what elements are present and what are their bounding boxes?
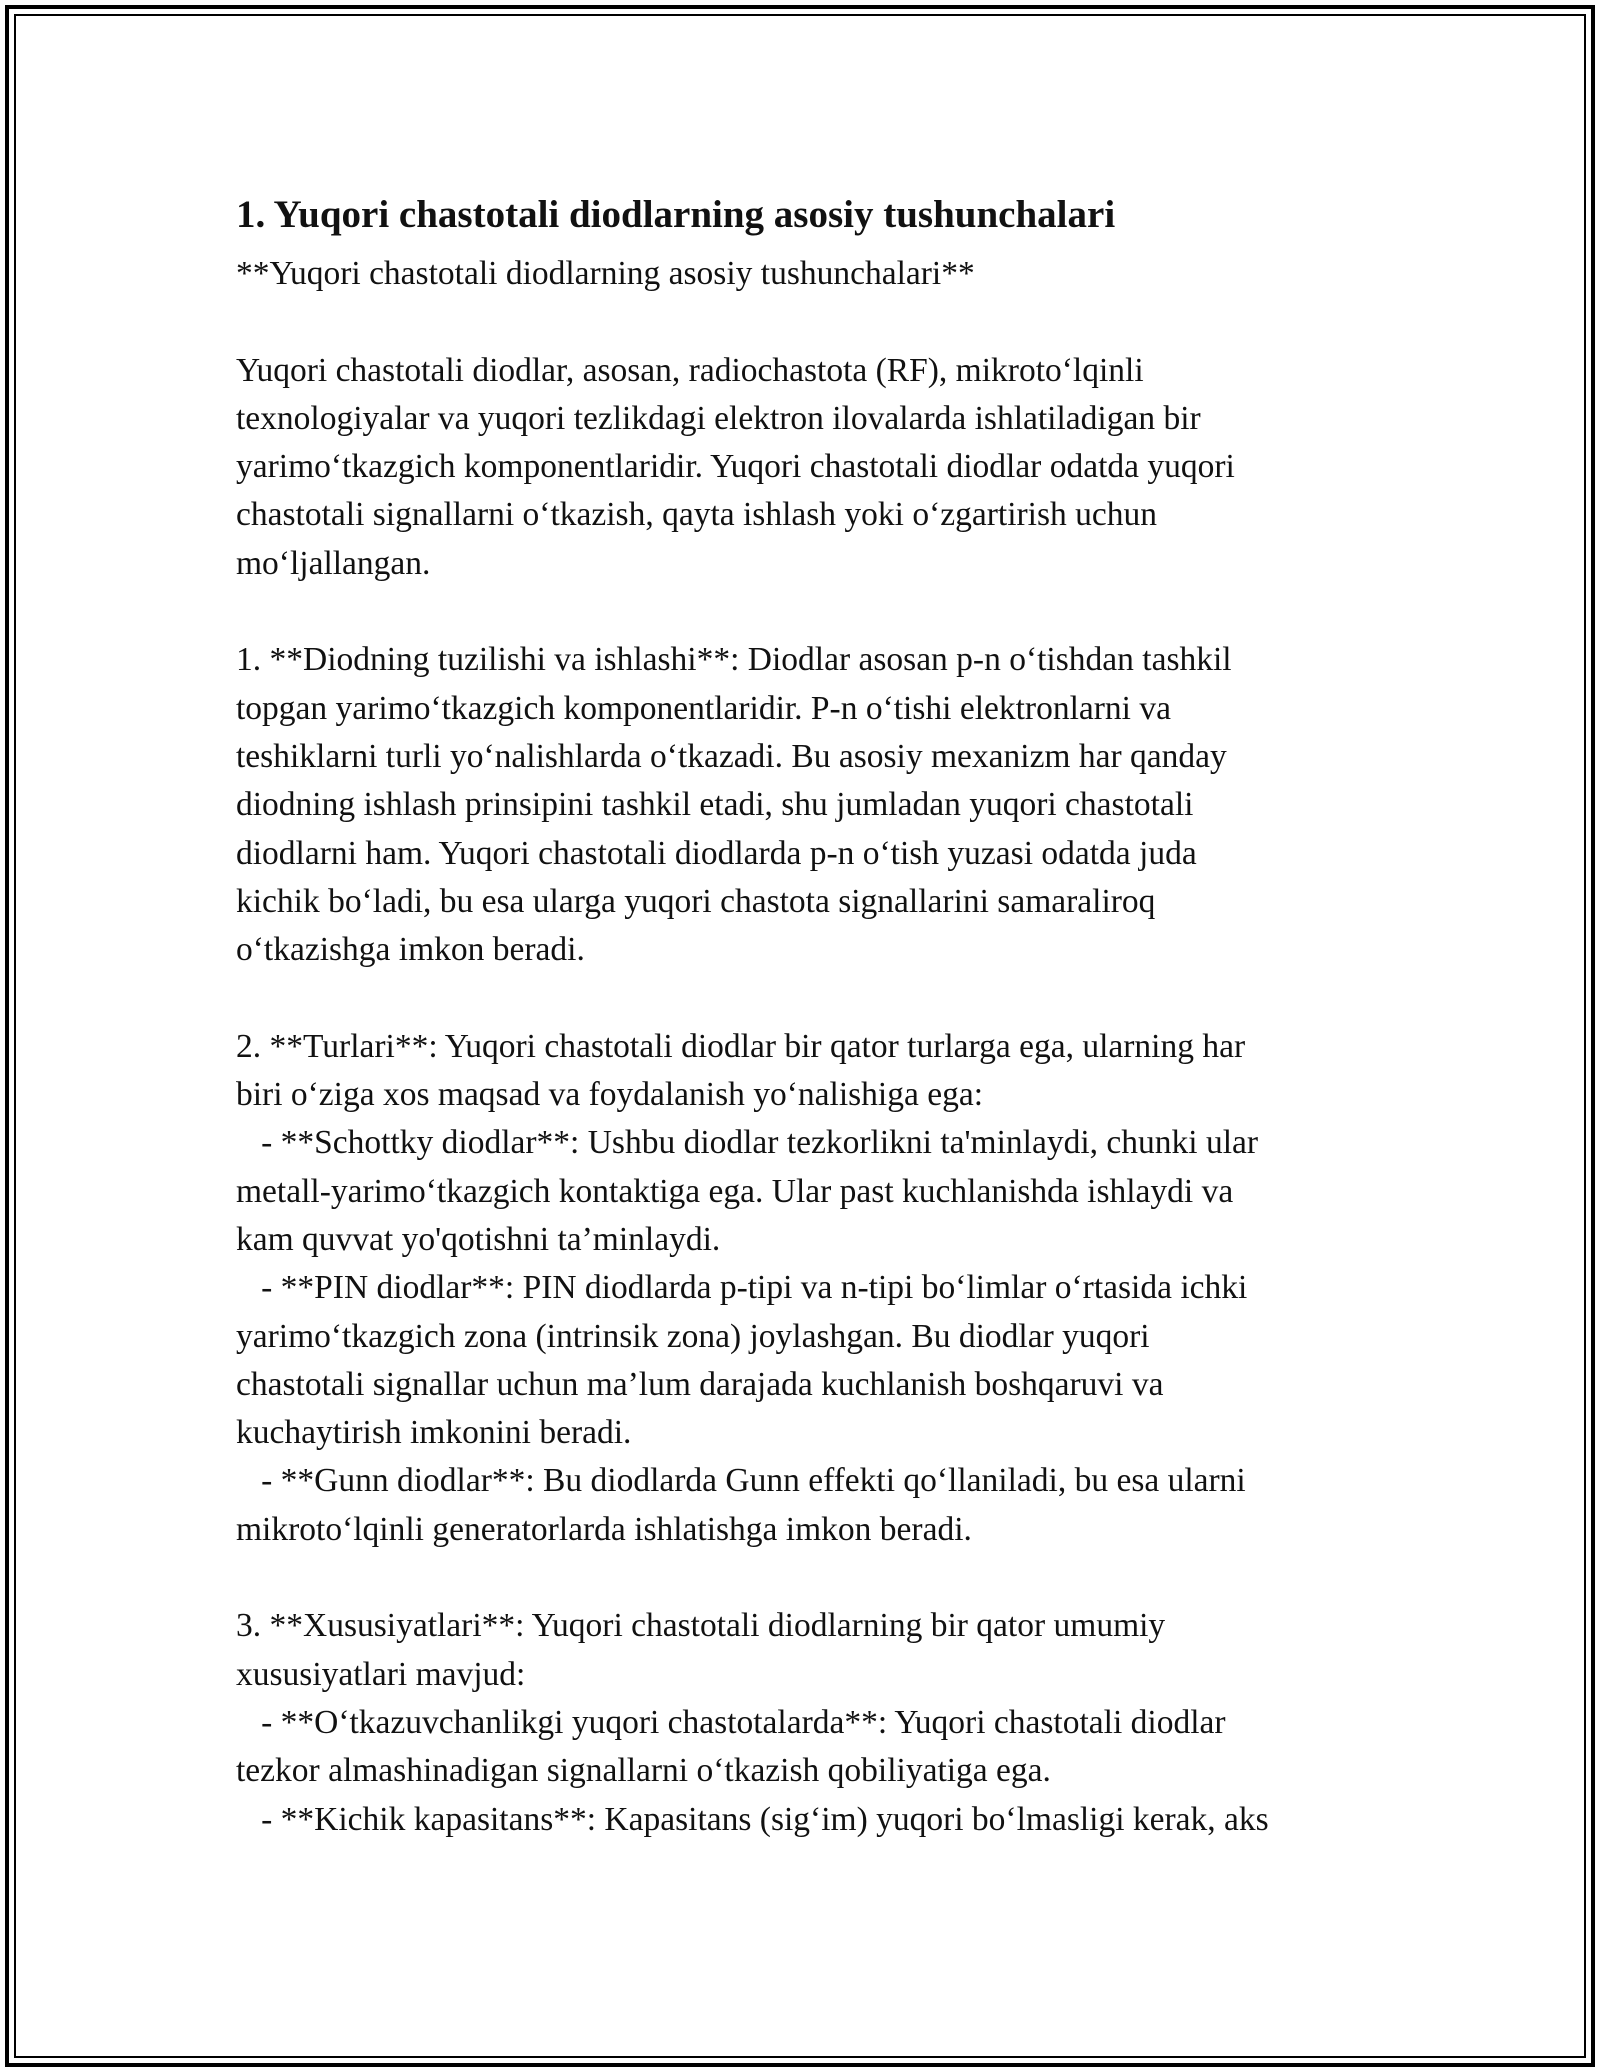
text-line: teshiklarni turli yo‘nalishlarda o‘tkazadi. Bu asosiy mexanizm har qanday <box>236 737 1227 775</box>
text-line: 1. **Diodning tuzilishi va ishlashi**: Diodlar asosan p-n o‘tishdan tashkil <box>236 641 1232 679</box>
text-line: diodning ishlash prinsipini tashkil etadi, shu jumladan yuqori chastotali <box>236 786 1194 824</box>
text-line: - **PIN diodlar**: PIN diodlarda p-tipi va n-tipi bo‘limlar o‘rtasida ichki <box>236 1269 1248 1307</box>
text-line: - **Kichik kapasitans**: Kapasitans (sig‘im) yuqori bo‘lmasligi kerak, aks <box>236 1800 1269 1838</box>
document-subtitle: **Yuqori chastotali diodlarning asosiy tushunchalari** <box>236 255 975 292</box>
text-line: Yuqori chastotali diodlar, asosan, radiochastota (RF), mikroto‘lqinli <box>236 351 1144 389</box>
text-line: chastotali signallarni o‘tkazish, qayta ishlash yoki o‘zgartirish uchun <box>236 496 1158 534</box>
text-line: biri o‘ziga xos maqsad va foydalanish yo‘nalishiga ega: <box>236 1076 984 1114</box>
paragraph-gap <box>236 588 1386 636</box>
text-line: kam quvvat yo'qotishni ta’minlaydi. <box>236 1220 721 1258</box>
text-line: tezkor almashinadigan signallarni o‘tkazish qobiliyatiga ega. <box>236 1752 1051 1790</box>
text-line: texnologiyalar va yuqori tezlikdagi elektron ilovalarda ishlatiladigan bir <box>236 399 1201 437</box>
text-line: xususiyatlari mavjud: <box>236 1655 526 1693</box>
paragraph-gap <box>236 298 1386 346</box>
document-body <box>236 180 1386 1844</box>
section-structure <box>236 636 1386 974</box>
text-line: 3. **Xususiyatlari**: Yuqori chastotali diodlarning bir qator umumiy <box>236 1607 1166 1645</box>
paragraph-gap <box>236 974 1386 1022</box>
document-heading: 1. Yuqori chastotali diodlarning asosiy tushunchalari <box>236 193 1116 236</box>
paragraph-gap <box>236 1554 1386 1602</box>
text-line: mikroto‘lqinli generatorlarda ishlatishga imkon beradi. <box>236 1510 972 1548</box>
text-line: - **O‘tkazuvchanlikgi yuqori chastotalarda**: Yuqori chastotali diodlar <box>236 1703 1226 1741</box>
text-line: yarimo‘tkazgich zona (intrinsik zona) joylashgan. Bu diodlar yuqori <box>236 1317 1150 1355</box>
text-line: diodlarni ham. Yuqori chastotali diodlarda p-n o‘tish yuzasi odatda juda <box>236 834 1197 872</box>
text-line: topgan yarimo‘tkazgich komponentlaridir. P-n o‘tishi elektronlarni va <box>236 689 1171 727</box>
text-line: kuchaytirish imkonini beradi. <box>236 1414 632 1452</box>
intro-paragraph <box>236 347 1386 588</box>
text-line: chastotali signallar uchun ma’lum darajada kuchlanish boshqaruvi va <box>236 1365 1164 1403</box>
text-line: yarimo‘tkazgich komponentlaridir. Yuqori chastotali diodlar odatda yuqori <box>236 448 1235 486</box>
text-line: kichik bo‘ladi, bu esa ularga yuqori chastota signallarini samaraliroq <box>236 882 1156 920</box>
section-types <box>236 1023 1386 1554</box>
text-line: metall-yarimo‘tkazgich kontaktiga ega. Ular past kuchlanishda ishlaydi va <box>236 1172 1234 1210</box>
text-line: - **Gunn diodlar**: Bu diodlarda Gunn effekti qo‘llaniladi, bu esa ularni <box>236 1462 1246 1500</box>
section-features <box>236 1602 1386 1843</box>
text-line: o‘tkazishga imkon beradi. <box>236 931 585 969</box>
text-line: 2. **Turlari**: Yuqori chastotali diodlar bir qator turlarga ega, ularning har <box>236 1027 1246 1065</box>
text-line: - **Schottky diodlar**: Ushbu diodlar tezkorlikni ta'minlaydi, chunki ular <box>236 1124 1259 1162</box>
text-line: mo‘ljallangan. <box>236 544 431 582</box>
